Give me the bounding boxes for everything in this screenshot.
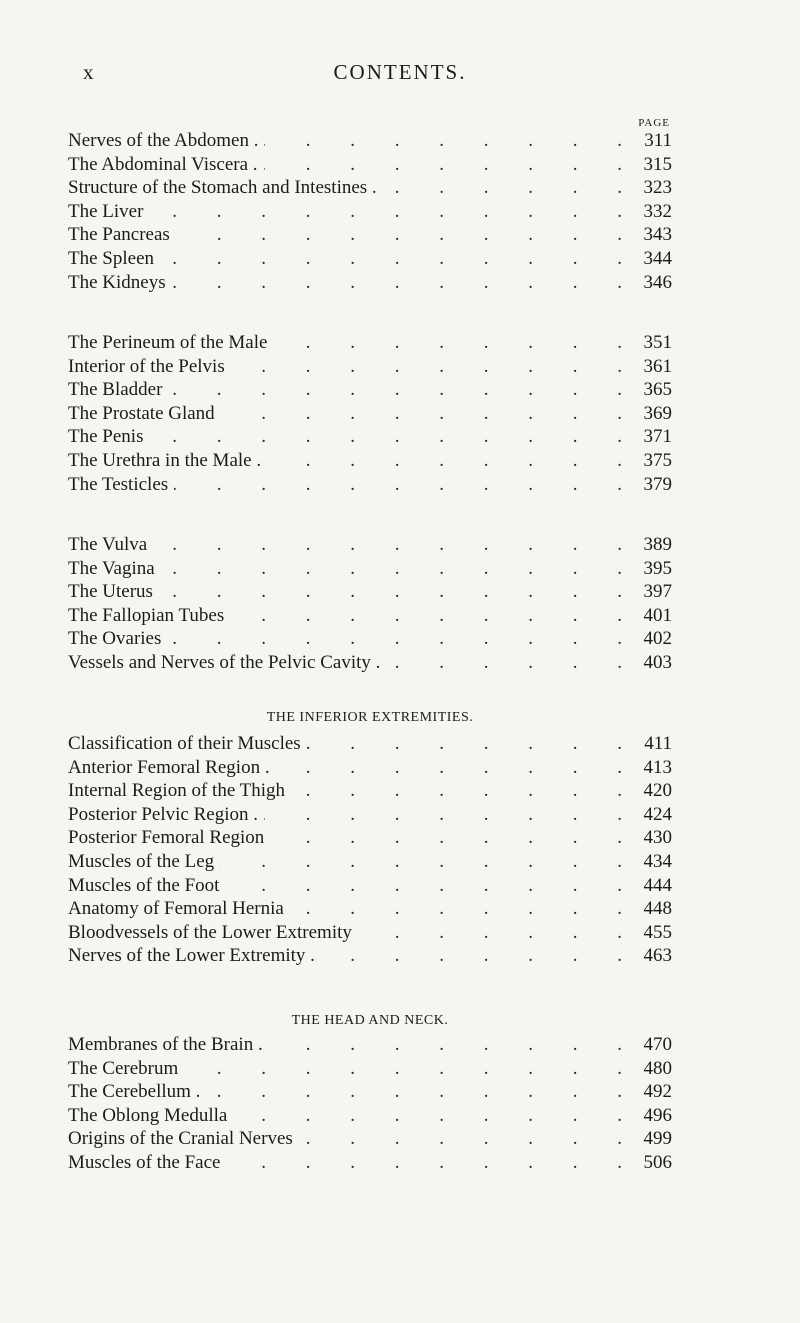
dot-leader (221, 403, 622, 425)
toc-entry (68, 628, 672, 652)
toc-entry-page: 311 (644, 130, 672, 151)
dot-leader (168, 379, 622, 401)
dot-leader (206, 1081, 622, 1103)
toc-entry-title: The Perineum of the Male (68, 332, 268, 353)
dot-leader (386, 652, 622, 674)
toc-entry-page: 315 (643, 153, 672, 175)
toc-entry-title: Posterior Pelvic Region . (68, 803, 258, 825)
toc-section-inferior-extremities (68, 705, 672, 969)
dot-leader (264, 804, 622, 826)
toc-entry-title: The Bladder (68, 379, 163, 401)
dot-leader (269, 1034, 622, 1056)
toc-entry-title: Vessels and Nerves of the Pelvic Cavity . (68, 651, 381, 673)
dot-leader (264, 130, 622, 152)
toc-entry-title: The Prostate Gland (68, 402, 215, 424)
toc-entry-page: 413 (643, 756, 672, 778)
dot-leader (383, 177, 622, 199)
toc-entry (68, 851, 672, 875)
toc-entry (68, 605, 672, 629)
toc-entry-page: 401 (643, 604, 672, 626)
dot-leader (176, 224, 622, 246)
toc-entry-title: The Abdominal Viscera . (68, 153, 258, 175)
toc-entry (68, 272, 672, 296)
running-head (0, 60, 800, 90)
dot-leader (264, 154, 622, 176)
toc-entry (68, 130, 672, 154)
toc-list (68, 130, 672, 295)
dot-leader (149, 426, 622, 448)
toc-entry-page: 397 (643, 581, 672, 603)
toc-entry-page: 344 (643, 247, 672, 269)
dot-leader (153, 534, 622, 556)
toc-entry-title: The Testicles (68, 473, 169, 495)
toc-entry (68, 332, 672, 356)
toc-entry-page: 402 (643, 628, 672, 650)
toc-entry-page: 332 (643, 200, 672, 222)
dot-leader (174, 474, 622, 496)
toc-entry (68, 558, 672, 582)
dot-leader (291, 780, 622, 802)
toc-entry-page: 371 (643, 426, 672, 448)
dot-leader (230, 605, 622, 627)
toc-entry-page: 448 (643, 898, 672, 920)
toc-entry-page: 351 (643, 332, 672, 353)
toc-entry (68, 474, 672, 498)
toc-list (68, 733, 672, 969)
toc-entry (68, 1105, 672, 1129)
toc-entry-page: 420 (643, 780, 672, 802)
toc-entry-title: Anterior Femoral Region . (68, 756, 270, 778)
toc-entry (68, 1152, 672, 1176)
toc-entry-title: Nerves of the Lower Extremity . (68, 945, 315, 967)
toc-entry-page: 323 (643, 177, 672, 199)
dot-leader (299, 1128, 622, 1150)
page-number: x (83, 60, 95, 84)
toc-entry-title: Internal Region of the Thigh (68, 780, 286, 802)
toc-entry-title: The Oblong Medulla (68, 1104, 228, 1126)
dot-leader (231, 356, 622, 378)
dot-leader (267, 450, 622, 472)
dot-leader (225, 875, 622, 897)
dot-leader (167, 628, 622, 650)
toc-section-male-pelvis (68, 332, 672, 497)
dot-leader (220, 851, 622, 873)
toc-entry (68, 898, 672, 922)
toc-entry-title: Anatomy of Femoral Hernia (68, 898, 284, 920)
toc-entry (68, 581, 672, 605)
dot-leader (290, 898, 622, 920)
toc-entry-title: The Kidneys (68, 271, 166, 293)
toc-entry-page: 463 (643, 945, 672, 967)
toc-list (68, 1034, 672, 1176)
toc-section-female-pelvis (68, 534, 672, 676)
toc-entry-title: The Vagina (68, 557, 155, 579)
dot-leader (161, 558, 622, 580)
toc-entry (68, 780, 672, 804)
toc-entry-page: 480 (643, 1057, 672, 1079)
toc-entry (68, 945, 672, 969)
toc-entry-page: 379 (643, 473, 672, 495)
toc-entry-page: 424 (643, 803, 672, 825)
toc-entry-title: The Ovaries (68, 628, 162, 650)
toc-entry-title: The Cerebrum (68, 1057, 179, 1079)
toc-entry-page: 361 (643, 355, 672, 377)
toc-entry-title: The Liver (68, 200, 144, 222)
toc-entry-title: The Uterus (68, 581, 153, 603)
toc-entry (68, 652, 672, 676)
toc-entry-title: The Urethra in the Male . (68, 449, 262, 471)
toc-list (68, 332, 672, 497)
dot-leader (233, 1105, 622, 1127)
section-heading: THE INFERIOR EXTREMITIES. (266, 710, 474, 725)
page-title: CONTENTS. (333, 60, 467, 84)
toc-entry-page: 395 (643, 557, 672, 579)
dot-leader (321, 945, 622, 967)
dot-leader (273, 332, 622, 354)
toc-entry-page: 369 (643, 402, 672, 424)
toc-entry (68, 1058, 672, 1082)
toc-entry (68, 757, 672, 781)
toc-entry (68, 224, 672, 248)
dot-leader (159, 581, 622, 603)
toc-entry-title: Nerves of the Abdomen . (68, 130, 259, 151)
page-column-label: PAGE (638, 117, 670, 129)
toc-entry (68, 356, 672, 380)
toc-entry (68, 379, 672, 403)
toc-entry-page: 470 (643, 1034, 672, 1055)
toc-entry-page: 343 (643, 224, 672, 246)
toc-entry-page: 430 (643, 827, 672, 849)
toc-entry-page: 403 (643, 651, 672, 673)
dot-leader (358, 922, 622, 944)
toc-entry-page: 444 (643, 874, 672, 896)
toc-entry-title: Muscles of the Face (68, 1151, 221, 1173)
toc-entry-title: Origins of the Cranial Nerves (68, 1128, 293, 1150)
toc-entry (68, 177, 672, 201)
toc-entry (68, 733, 672, 757)
toc-entry (68, 1034, 672, 1058)
toc-section-abdomen (68, 130, 672, 295)
toc-entry-page: 455 (643, 921, 672, 943)
toc-entry-title: The Fallopian Tubes (68, 604, 225, 626)
toc-entry (68, 154, 672, 178)
toc-entry (68, 426, 672, 450)
dot-leader (276, 757, 622, 779)
section-heading: THE HEAD AND NECK. (291, 1013, 449, 1028)
toc-list (68, 534, 672, 676)
toc-entry (68, 248, 672, 272)
toc-entry-page: 365 (643, 379, 672, 401)
toc-entry-page: 375 (643, 449, 672, 471)
toc-entry-page: 499 (643, 1128, 672, 1150)
dot-leader (226, 1152, 622, 1174)
toc-entry-title: Structure of the Stomach and Intestines . (68, 177, 377, 199)
toc-entry-title: The Vulva (68, 534, 148, 555)
toc-entry (68, 450, 672, 474)
toc-entry (68, 534, 672, 558)
toc-entry-title: The Pancreas (68, 224, 170, 246)
toc-entry-title: Classification of their Muscles (68, 733, 301, 754)
toc-entry-title: Posterior Femoral Region (68, 827, 265, 849)
toc-entry (68, 804, 672, 828)
dot-leader (149, 201, 622, 223)
toc-entry (68, 875, 672, 899)
toc-entry (68, 201, 672, 225)
dot-leader (270, 827, 622, 849)
toc-entry-page: 492 (643, 1081, 672, 1103)
dot-leader (307, 733, 622, 755)
toc-entry-title: Muscles of the Foot (68, 874, 220, 896)
toc-entry-page: 411 (644, 733, 672, 754)
dot-leader (160, 248, 622, 270)
dot-leader (172, 272, 622, 294)
toc-entry-page: 346 (643, 271, 672, 293)
toc-entry (68, 827, 672, 851)
toc-entry-page: 434 (643, 850, 672, 872)
toc-entry (68, 1081, 672, 1105)
toc-entry-title: The Cerebellum . (68, 1081, 201, 1103)
toc-entry-title: Membranes of the Brain . (68, 1034, 263, 1055)
toc-entry (68, 403, 672, 427)
toc-entry (68, 1128, 672, 1152)
dot-leader (184, 1058, 622, 1080)
toc-entry-title: Interior of the Pelvis (68, 355, 225, 377)
toc-section-head-and-neck (68, 1008, 672, 1176)
toc-entry-page: 506 (643, 1151, 672, 1173)
toc-entry-title: The Spleen (68, 247, 155, 269)
toc-entry (68, 922, 672, 946)
toc-entry-title: The Penis (68, 426, 144, 448)
toc-entry-page: 496 (643, 1104, 672, 1126)
toc-entry-title: Muscles of the Leg (68, 850, 215, 872)
toc-entry-page: 389 (643, 534, 672, 555)
toc-entry-title: Bloodvessels of the Lower Extremity (68, 921, 352, 943)
